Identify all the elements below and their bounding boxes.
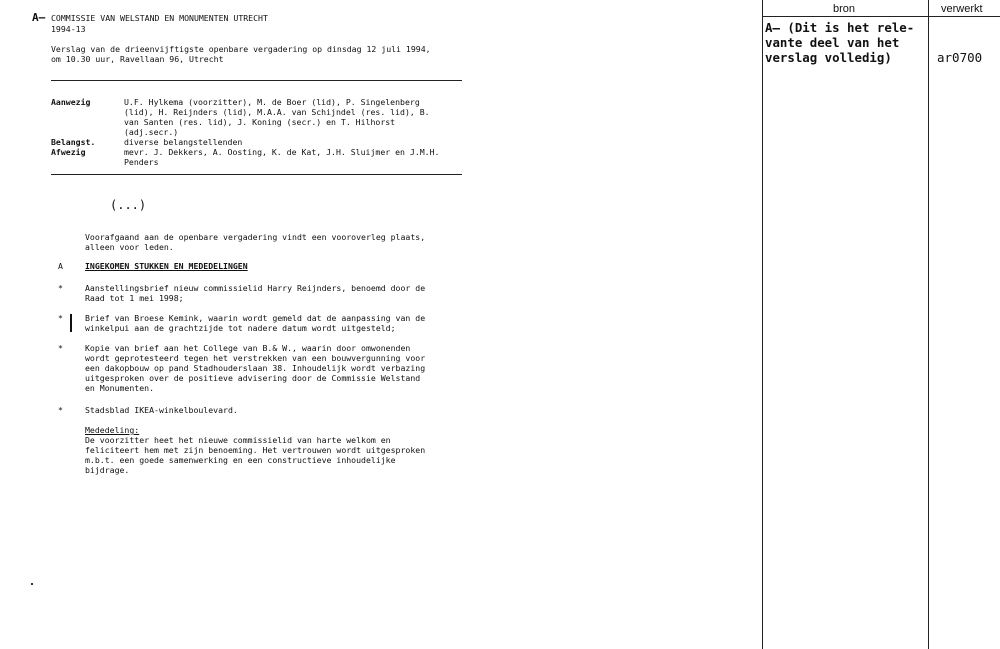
column-header-processed: verwerkt (941, 3, 983, 15)
header-divider (762, 16, 1000, 17)
column-header-source: bron (833, 3, 856, 15)
list-item-3: Kopie van brief aan het College van B.& W., waarin door omwonenden wordt geprotesteerd tegen het verstrekken van een bouwvergunning voor een dakopbouw op pand Stadhouderslaan 38. Inhoudelijk wordt verbazing uitgesproken over de positieve advisering door de Commissie Welstand en Monumenten. (85, 343, 426, 393)
announcement-text: De voorzitter heet het nieuwe commissielid van harte welkom en feliciteert hem met zijn benoeming. Het vertrouwen wordt uitgesproken m.b.t. een goede samenwerking en een constructieve inhoudelijke bijdrage. (85, 435, 426, 475)
section-marker: A— (32, 11, 46, 24)
margin-note: A— (Dit is het rele- vante deel van het verslag volledig) (765, 20, 915, 65)
bullet-1: * (58, 283, 63, 293)
divider-top (51, 80, 462, 81)
bullet-2: * (58, 313, 63, 323)
meeting-number: 1994-13 (51, 24, 86, 34)
column-divider-left (762, 0, 763, 649)
margin-change-bar (70, 314, 72, 332)
intro-text: Voorafgaand aan de openbare vergadering vindt een vooroverleg plaats, alleen voor leden. (85, 232, 426, 252)
bullet-4: * (58, 405, 63, 415)
list-item-1: Aanstellingsbrief nieuw commissielid Harry Reijnders, benoemd door de Raad tot 1 mei 1998; (85, 283, 426, 303)
section-title: INGEKOMEN STUKKEN EN MEDEDELINGEN (85, 261, 248, 271)
absent-text: mevr. J. Dekkers, A. Oosting, K. de Kat, J.H. Sluijmer en J.M.H. Penders (124, 147, 440, 167)
bullet-3: * (58, 343, 63, 353)
stray-dot (31, 583, 33, 585)
report-line-1: Verslag van de drieenvijftigste openbare vergadering op dinsdag 12 juli 1994, (51, 44, 431, 54)
list-item-4: Stadsblad IKEA-winkelboulevard. (85, 405, 238, 415)
present-label: Aanwezig (51, 97, 91, 107)
report-line-2: om 10.30 uur, Ravellaan 96, Utrecht (51, 54, 224, 64)
absent-label: Afwezig (51, 147, 86, 157)
ellipsis: (...) (110, 198, 147, 212)
column-divider-right (928, 0, 929, 649)
commission-title: COMMISSIE VAN WELSTAND EN MONUMENTEN UTRECHT (51, 13, 268, 23)
present-text: U.F. Hylkema (voorzitter), M. de Boer (lid), P. Singelenberg (lid), H. Reijnders (lid), M.A.A. van Schijndel (res. lid), B. van Santen (res. lid), J. Koning (secr.) en T. Hilhorst (adj.secr.) (124, 97, 430, 137)
section-letter: A (58, 261, 63, 271)
announcement-heading: Mededeling: (85, 425, 140, 435)
archive-code: ar0700 (937, 50, 983, 65)
divider-bottom (51, 174, 462, 175)
list-item-2: Brief van Broese Kemink, waarin wordt gemeld dat de aanpassing van de winkelpui aan de grachtzijde tot nadere datum wordt uitgesteld; (85, 313, 426, 333)
interested-text: diverse belangstellenden (124, 137, 243, 147)
interested-label: Belangst. (51, 137, 96, 147)
